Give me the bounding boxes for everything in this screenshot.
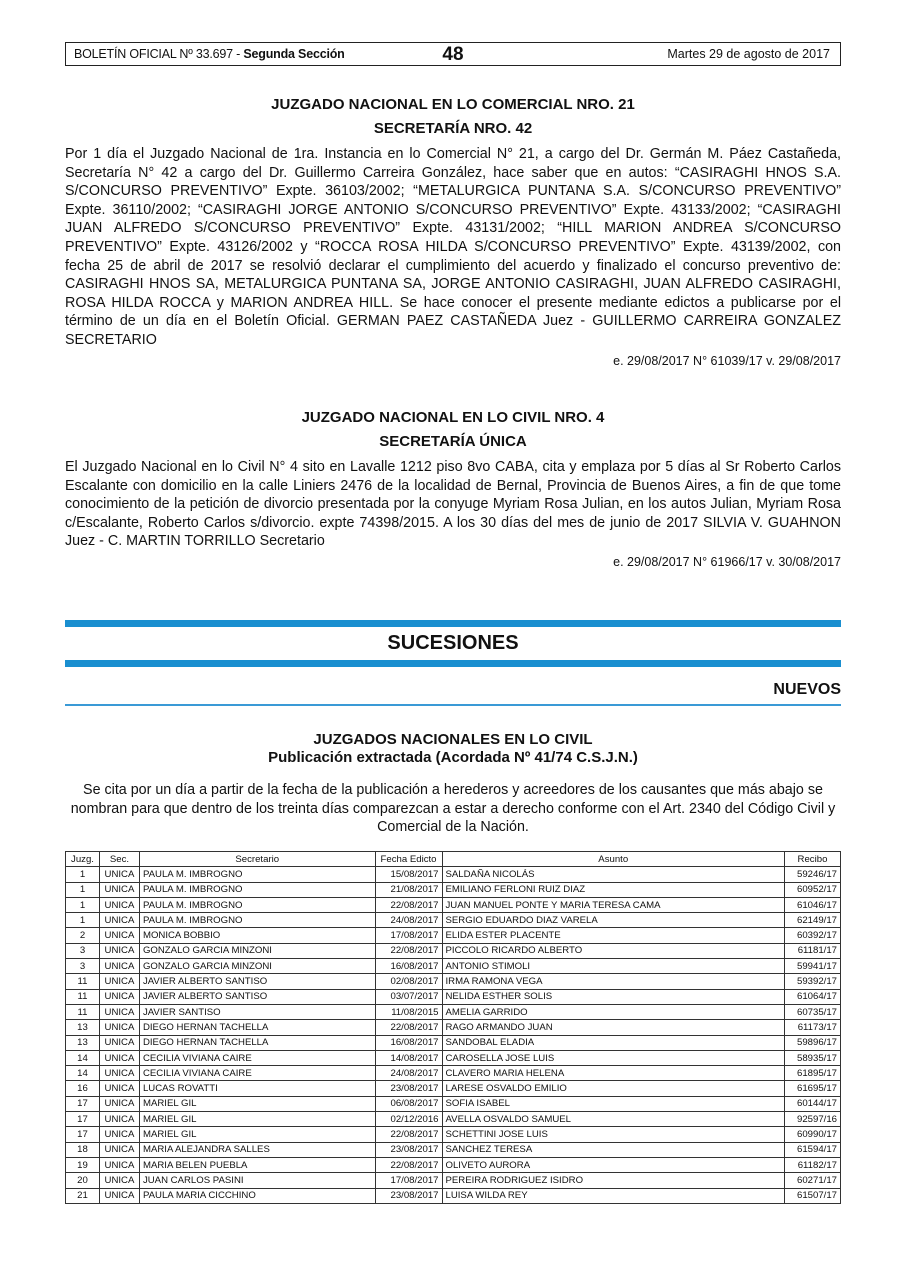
cell-juzgado: 11: [66, 989, 100, 1004]
cell-juzgado: 2: [66, 928, 100, 943]
cell-fecha: 24/08/2017: [375, 1066, 442, 1081]
cell-secretaria: UNICA: [99, 928, 139, 943]
cell-asunto: LARESE OSVALDO EMILIO: [442, 1081, 784, 1096]
cell-juzgado: 14: [66, 1050, 100, 1065]
section-band-top: [65, 620, 841, 627]
sucesiones-intro: Se cita por un día a partir de la fecha de la publicación a herederos y acreedores de los causantes que más abajo se nombran para que dentro de los treinta días comparezcan a estar a derecho conforme con el Art. 2340 del Código Civil y Comercial de la Nación.: [70, 782, 836, 835]
cell-fecha: 24/08/2017: [375, 913, 442, 928]
cell-secretario: DIEGO HERNAN TACHELLA: [139, 1035, 375, 1050]
cell-juzgado: 20: [66, 1173, 100, 1188]
cell-juzgado: 13: [66, 1035, 100, 1050]
cell-recibo: 92597/16: [784, 1112, 840, 1127]
col-secretario-header: Secretario: [139, 852, 375, 867]
notice-body: Por 1 día el Juzgado Nacional de 1ra. Instancia en lo Comercial N° 21, a cargo del Dr. Germán M. Páez Castañeda, Secretaría N° 42 a cargo del Dr. Guillermo Carreira González, hace saber que en autos: “CASIRAGHI HNOS S.A. S/CONCURSO PREVENTIVO” Expte. 36103/2002; “METALURGICA PUNTANA S.A. S/CONCURSO PREVENTIVO” Expte. 36110/2002; “CASIRAGHI JORGE ANTONIO S/CONCURSO PREVENTIVO” Expte. 43133/2002; “CASIRAGHI JUAN ALFREDO S/CONCURSO PREVENTIVO” Expte. 43131/2002; “HILL MARION ANDREA S/CONCURSO PREVENTIVO” Expte. 43126/2002 y “ROCCA ROSA HILDA S/CONCURSO PREVENTIVO” Expte. 43139/2002, con fecha 25 de abril de 2017 se resolvió declarar el cumplimiento del acuerdo y finalizado el concurso preventivo de: CASIRAGHI HNOS SA, METALURGICA PUNTANA SA, JORGE ANTONIO CASIRAGHI, JUAN ALFREDO CASIRAGHI, ROSA HILDA ROCCA y MARION ANDREA HILL. Se hace conocer el presente mediante edictos a publicarse por el término de un día en el Boletín Oficial. GERMAN PAEZ CASTAÑEDA Juez - GUILLERMO CARREIRA GONZALEZ SECRETARIO: [65, 146, 841, 348]
cell-secretario: PAULA MARIA CICCHINO: [139, 1188, 375, 1203]
cell-juzgado: 17: [66, 1112, 100, 1127]
cell-recibo: 58935/17: [784, 1050, 840, 1065]
table-row: [66, 1096, 841, 1111]
cell-fecha: 22/08/2017: [375, 1157, 442, 1172]
cell-secretario: MONICA BOBBIO: [139, 928, 375, 943]
cell-recibo: 61064/17: [784, 989, 840, 1004]
cell-secretaria: UNICA: [99, 1112, 139, 1127]
subsection-rule: [65, 704, 841, 706]
cell-secretario: PAULA M. IMBROGNO: [139, 913, 375, 928]
cell-asunto: RAGO ARMANDO JUAN: [442, 1020, 784, 1035]
cell-juzgado: 16: [66, 1081, 100, 1096]
cell-fecha: 22/08/2017: [375, 943, 442, 958]
cell-fecha: 02/12/2016: [375, 1112, 442, 1127]
cell-secretario: DIEGO HERNAN TACHELLA: [139, 1020, 375, 1035]
table-row: [66, 1004, 841, 1019]
cell-fecha: 23/08/2017: [375, 1081, 442, 1096]
cell-juzgado: 21: [66, 1188, 100, 1203]
section-title: SUCESIONES: [387, 632, 519, 654]
cell-fecha: 14/08/2017: [375, 1050, 442, 1065]
subsection-title: NUEVOS: [773, 681, 841, 698]
table-row: [66, 1173, 841, 1188]
cell-asunto: LUISA WILDA REY: [442, 1188, 784, 1203]
cell-asunto: AVELLA OSVALDO SAMUEL: [442, 1112, 784, 1127]
table-row: [66, 1127, 841, 1142]
cell-fecha: 22/08/2017: [375, 897, 442, 912]
cell-secretaria: UNICA: [99, 913, 139, 928]
cell-secretario: JAVIER ALBERTO SANTISO: [139, 989, 375, 1004]
header-date: Martes 29 de agosto de 2017: [667, 47, 830, 61]
cell-juzgado: 17: [66, 1096, 100, 1111]
notice-reference: e. 29/08/2017 N° 61966/17 v. 30/08/2017: [613, 554, 841, 569]
header-prefix: BOLETÍN OFICIAL Nº 33.697 -: [74, 47, 244, 61]
col-recibo-header: Recibo: [784, 852, 840, 867]
cell-asunto: SERGIO EDUARDO DIAZ VARELA: [442, 913, 784, 928]
sucesiones-court-heading: JUZGADOS NACIONALES EN LO CIVIL: [313, 731, 593, 748]
cell-fecha: 21/08/2017: [375, 882, 442, 897]
table-row: [66, 1020, 841, 1035]
cell-recibo: 60144/17: [784, 1096, 840, 1111]
cell-juzgado: 11: [66, 1004, 100, 1019]
sucesiones-table: [65, 851, 841, 1204]
cell-secretaria: UNICA: [99, 1188, 139, 1203]
cell-secretaria: UNICA: [99, 1020, 139, 1035]
sucesiones-heading: [65, 731, 841, 767]
cell-recibo: 60990/17: [784, 1127, 840, 1142]
sucesiones-subheading: Publicación extractada (Acordada Nº 41/74 C.S.J.N.): [268, 749, 638, 766]
table-row: [66, 867, 841, 882]
cell-juzgado: 3: [66, 959, 100, 974]
cell-secretario: GONZALO GARCIA MINZONI: [139, 943, 375, 958]
cell-recibo: 61181/17: [784, 943, 840, 958]
table-row: [66, 1157, 841, 1172]
table-row: [66, 1035, 841, 1050]
table-header-row: [66, 852, 841, 867]
cell-secretaria: UNICA: [99, 1035, 139, 1050]
page-number: 48: [442, 44, 464, 65]
cell-asunto: PICCOLO RICARDO ALBERTO: [442, 943, 784, 958]
cell-juzgado: 3: [66, 943, 100, 958]
cell-recibo: 61507/17: [784, 1188, 840, 1203]
table-row: [66, 913, 841, 928]
cell-secretaria: UNICA: [99, 989, 139, 1004]
cell-asunto: AMELIA GARRIDO: [442, 1004, 784, 1019]
cell-fecha: 23/08/2017: [375, 1142, 442, 1157]
cell-fecha: 23/08/2017: [375, 1188, 442, 1203]
col-fecha-header: Fecha Edicto: [375, 852, 442, 867]
cell-asunto: PEREIRA RODRIGUEZ ISIDRO: [442, 1173, 784, 1188]
notice-subtitle: SECRETARÍA NRO. 42: [373, 120, 533, 137]
cell-secretaria: UNICA: [99, 1081, 139, 1096]
cell-secretaria: UNICA: [99, 1050, 139, 1065]
cell-recibo: 59896/17: [784, 1035, 840, 1050]
cell-fecha: 17/08/2017: [375, 928, 442, 943]
cell-secretario: PAULA M. IMBROGNO: [139, 867, 375, 882]
cell-secretario: CECILIA VIVIANA CAIRE: [139, 1050, 375, 1065]
cell-secretaria: UNICA: [99, 943, 139, 958]
table-row: [66, 959, 841, 974]
cell-secretario: MARIEL GIL: [139, 1096, 375, 1111]
cell-secretario: JAVIER ALBERTO SANTISO: [139, 974, 375, 989]
cell-secretaria: UNICA: [99, 1142, 139, 1157]
cell-recibo: 60392/17: [784, 928, 840, 943]
cell-asunto: ELIDA ESTER PLACENTE: [442, 928, 784, 943]
cell-secretario: JAVIER SANTISO: [139, 1004, 375, 1019]
cell-recibo: 61182/17: [784, 1157, 840, 1172]
cell-secretaria: UNICA: [99, 1173, 139, 1188]
table-row: [66, 943, 841, 958]
col-secretaria-header: Sec.: [99, 852, 139, 867]
cell-asunto: NELIDA ESTHER SOLIS: [442, 989, 784, 1004]
cell-recibo: 61046/17: [784, 897, 840, 912]
cell-secretario: LUCAS ROVATTI: [139, 1081, 375, 1096]
cell-juzgado: 13: [66, 1020, 100, 1035]
table-row: [66, 989, 841, 1004]
cell-recibo: 62149/17: [784, 913, 840, 928]
cell-asunto: SALDAÑA NICOLÁS: [442, 867, 784, 882]
cell-secretario: MARIEL GIL: [139, 1112, 375, 1127]
cell-fecha: 17/08/2017: [375, 1173, 442, 1188]
table-row: [66, 974, 841, 989]
cell-secretaria: UNICA: [99, 959, 139, 974]
cell-juzgado: 18: [66, 1142, 100, 1157]
cell-asunto: OLIVETO AURORA: [442, 1157, 784, 1172]
cell-secretario: MARIEL GIL: [139, 1127, 375, 1142]
cell-recibo: 60271/17: [784, 1173, 840, 1188]
cell-recibo: 61895/17: [784, 1066, 840, 1081]
cell-recibo: 61173/17: [784, 1020, 840, 1035]
cell-recibo: 59392/17: [784, 974, 840, 989]
table-row: [66, 1081, 841, 1096]
cell-asunto: ANTONIO STIMOLI: [442, 959, 784, 974]
table-row: [66, 1142, 841, 1157]
col-asunto-header: Asunto: [442, 852, 784, 867]
cell-secretaria: UNICA: [99, 1127, 139, 1142]
cell-asunto: SANCHEZ TERESA: [442, 1142, 784, 1157]
table-row: [66, 882, 841, 897]
cell-secretaria: UNICA: [99, 1096, 139, 1111]
cell-fecha: 06/08/2017: [375, 1096, 442, 1111]
notice-title: JUZGADO NACIONAL EN LO COMERCIAL NRO. 21: [271, 96, 635, 113]
cell-juzgado: 1: [66, 867, 100, 882]
page-header: [65, 42, 841, 66]
cell-juzgado: 14: [66, 1066, 100, 1081]
cell-juzgado: 1: [66, 882, 100, 897]
cell-secretario: JUAN CARLOS PASINI: [139, 1173, 375, 1188]
notice-subtitle: SECRETARÍA ÚNICA: [379, 433, 527, 450]
cell-secretaria: UNICA: [99, 1066, 139, 1081]
cell-asunto: EMILIANO FERLONI RUIZ DIAZ: [442, 882, 784, 897]
page-header-wrap: [65, 42, 841, 66]
cell-fecha: 11/08/2015: [375, 1004, 442, 1019]
cell-juzgado: 17: [66, 1127, 100, 1142]
cell-secretario: PAULA M. IMBROGNO: [139, 897, 375, 912]
cell-juzgado: 19: [66, 1157, 100, 1172]
cell-asunto: SCHETTINI JOSE LUIS: [442, 1127, 784, 1142]
notice-civil: [65, 406, 841, 569]
cell-fecha: 02/08/2017: [375, 974, 442, 989]
section-band-bottom: [65, 660, 841, 667]
cell-asunto: SANDOBAL ELADIA: [442, 1035, 784, 1050]
cell-juzgado: 1: [66, 913, 100, 928]
cell-asunto: SOFIA ISABEL: [442, 1096, 784, 1111]
cell-fecha: 16/08/2017: [375, 1035, 442, 1050]
cell-juzgado: 1: [66, 897, 100, 912]
notice-reference: e. 29/08/2017 N° 61039/17 v. 29/08/2017: [613, 353, 841, 368]
cell-recibo: 61695/17: [784, 1081, 840, 1096]
table-row: [66, 928, 841, 943]
cell-secretario: MARIA ALEJANDRA SALLES: [139, 1142, 375, 1157]
col-juzgado-header: Juzg.: [66, 852, 100, 867]
table-row: [66, 1050, 841, 1065]
cell-asunto: IRMA RAMONA VEGA: [442, 974, 784, 989]
table-row: [66, 897, 841, 912]
cell-recibo: 61594/17: [784, 1142, 840, 1157]
cell-secretario: PAULA M. IMBROGNO: [139, 882, 375, 897]
cell-fecha: 22/08/2017: [375, 1020, 442, 1035]
cell-recibo: 59246/17: [784, 867, 840, 882]
cell-recibo: 60735/17: [784, 1004, 840, 1019]
cell-recibo: 59941/17: [784, 959, 840, 974]
table-row: [66, 1112, 841, 1127]
cell-secretaria: UNICA: [99, 1004, 139, 1019]
cell-secretario: CECILIA VIVIANA CAIRE: [139, 1066, 375, 1081]
cell-secretaria: UNICA: [99, 974, 139, 989]
cell-secretaria: UNICA: [99, 882, 139, 897]
cell-asunto: CLAVERO MARIA HELENA: [442, 1066, 784, 1081]
cell-secretaria: UNICA: [99, 897, 139, 912]
cell-secretario: MARIA BELEN PUEBLA: [139, 1157, 375, 1172]
cell-asunto: JUAN MANUEL PONTE Y MARIA TERESA CAMA: [442, 897, 784, 912]
header-section: Segunda Sección: [243, 47, 345, 61]
notice-title: JUZGADO NACIONAL EN LO CIVIL NRO. 4: [301, 409, 605, 426]
cell-recibo: 60952/17: [784, 882, 840, 897]
cell-secretario: GONZALO GARCIA MINZONI: [139, 959, 375, 974]
notice-comercial: [65, 93, 841, 368]
cell-secretaria: UNICA: [99, 1157, 139, 1172]
cell-fecha: 16/08/2017: [375, 959, 442, 974]
cell-secretaria: UNICA: [99, 867, 139, 882]
cell-asunto: CAROSELLA JOSE LUIS: [442, 1050, 784, 1065]
table-row: [66, 1188, 841, 1203]
notice-body: El Juzgado Nacional en lo Civil N° 4 sito en Lavalle 1212 piso 8vo CABA, cita y emplaza por 5 días al Sr Roberto Carlos Escalante con domicilio en la calle Liniers 2476 de la localidad de Bernal, Provincia de Buenos Aires, a fin de que tome conocimiento de la petición de divorcio presentada por la conyuge Myriam Rosa Julian, en los autos Julian, Myriam Rosa c/Escalante, Roberto Carlos s/divorcio. expte 74398/2015. A los 30 días del mes de junio de 2017 SILVIA V. GUAHNON Juez - C. MARTIN TORRILLO Secretario: [65, 459, 841, 550]
cell-fecha: 03/07/2017: [375, 989, 442, 1004]
table-row: [66, 1066, 841, 1081]
cell-fecha: 15/08/2017: [375, 867, 442, 882]
cell-fecha: 22/08/2017: [375, 1127, 442, 1142]
cell-juzgado: 11: [66, 974, 100, 989]
